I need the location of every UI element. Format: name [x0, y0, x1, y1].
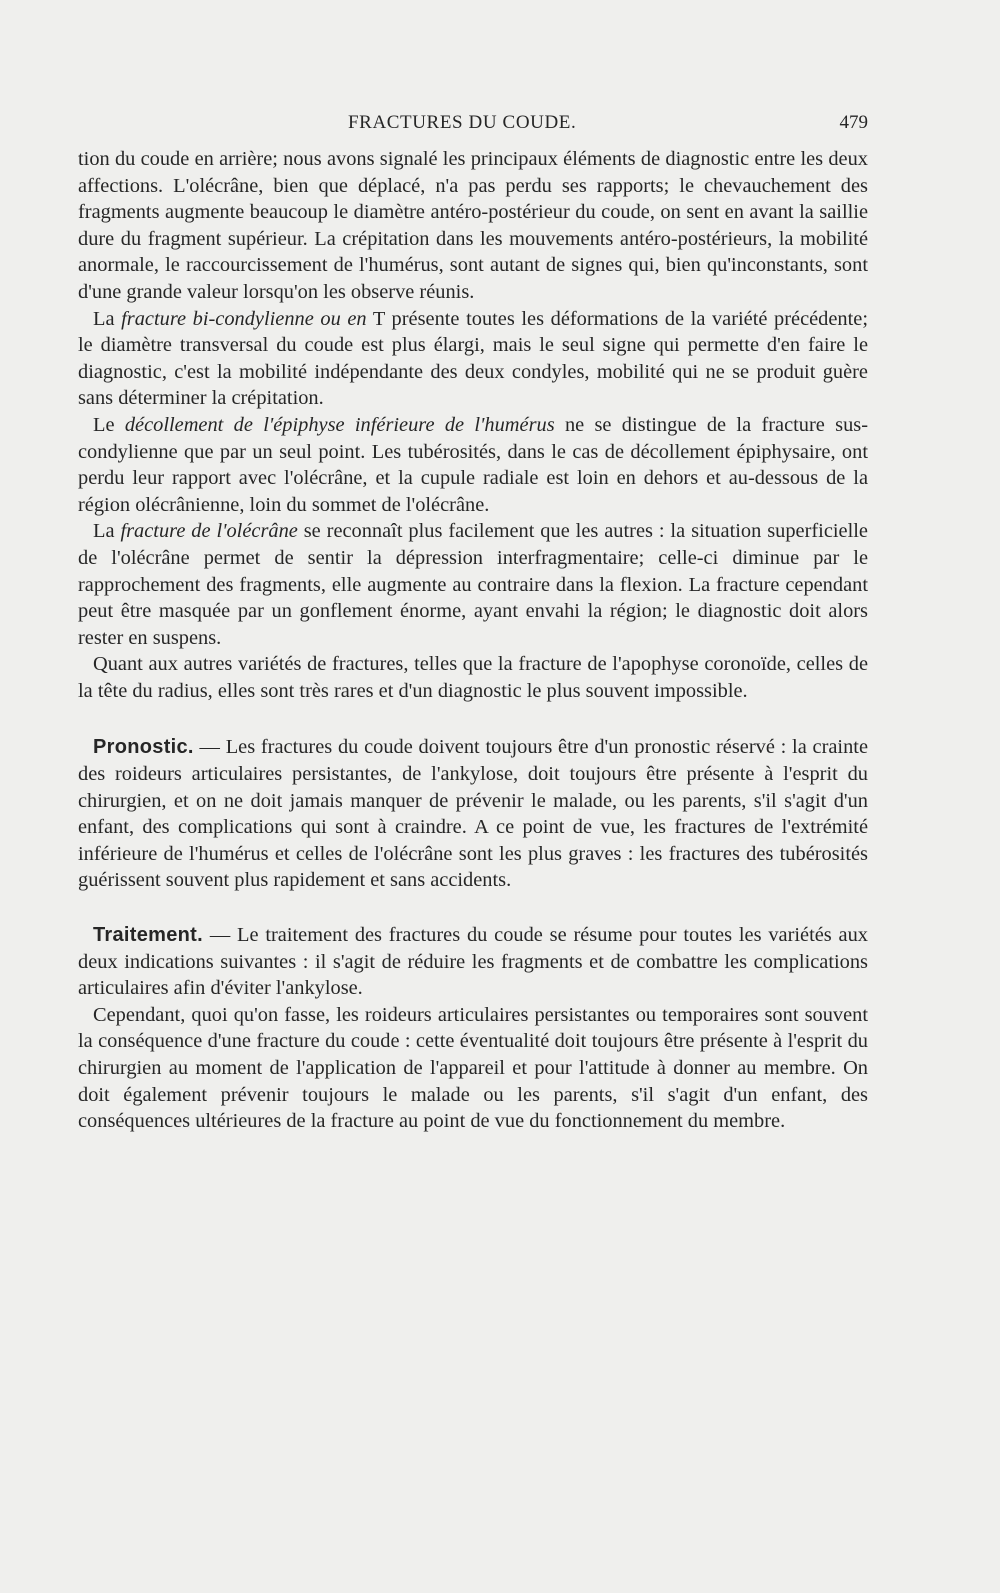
paragraph-rest: se reconnaît plus facilement que les autres : la situation superficielle de l'olécrâne permet de sentir la dépression interfragmentaire; celle-ci diminue par le rapprochement des fragments, elle augmente au contraire dans la flexion. La fracture cependant peut être masquée par un gonflement énorme, ayant envahi la région; le diagnostic doit alors rester en suspens.: [78, 520, 868, 649]
paragraph-decollement: [78, 412, 868, 518]
italic-term: décollement de l'épiphyse inférieure de l'humérus: [124, 413, 555, 436]
paragraph-lead: La: [93, 520, 121, 543]
italic-term: fracture bi-condylienne ou en: [121, 307, 367, 330]
traitement-paragraph: [78, 922, 868, 1002]
paragraph-autres-varietes: Quant aux autres variétés de fractures, telles que la fracture de l'apophyse coronoïde, celles de la tête du radius, elles sont très rares et d'un diagnostic le plus souvent impossible.: [78, 653, 868, 702]
section-heading-traitement: Traitement.: [93, 924, 203, 947]
section-pronostic: [78, 734, 868, 894]
section-traitement: [78, 922, 868, 1135]
traitement-text: — Le traitement des fractures du coude se résume pour toutes les variétés aux deux indications suivantes : il s'agit de réduire les fragments et de combattre les complications articulaires afin d'éviter l'ankylose.: [78, 924, 868, 1000]
paragraph-continuation: tion du coude en arrière; nous avons signalé les principaux éléments de diagnostic entre les deux affections. L'olécrâne, bien que déplacé, n'a pas perdu ses rapports; le chevauchement des fragments augmente beaucoup le diamètre antéro-postérieur du coude, on sent en avant la saillie dure du fragment supérieur. La crépitation dans les mouvements antéro-postérieurs, la mobilité anormale, le raccourcissement de l'humérus, sont autant de signes qui, bien qu'inconstants, sont d'une grande valeur lorsqu'on les observe réunis.: [78, 148, 868, 303]
paragraph-lead: Le: [93, 413, 125, 436]
running-head: FRACTURES DU COUDE.: [348, 112, 577, 133]
page-header: [78, 112, 868, 142]
body-text: [78, 146, 868, 1135]
paragraph-lead: La: [93, 307, 122, 330]
pronostic-text: — Les fractures du coude doivent toujours être d'un pronostic réservé : la crainte des roideurs articulaires persistantes, de l'ankylose, doit toujours être présente à l'esprit du chirurgien, et on ne doit jamais manquer de prévenir le malade, ou les parents, s'il s'agit d'un enfant, des complications qui sont à craindre. A ce point de vue, les fractures de l'extrémité inférieure de l'humérus et celles de l'olécrâne sont les plus graves : les fractures des tubérosités guérissent souvent plus rapidement et sans accidents.: [78, 736, 868, 892]
italic-term: fracture de l'olécrâne: [120, 520, 298, 543]
traitement-paragraph-2: Cependant, quoi qu'on fasse, les roideurs articulaires persistantes ou temporaires sont souvent la conséquence d'une fracture du coude : cette éventualité doit toujours être présente à l'esprit du chirurgien au moment de l'application de l'appareil et pour l'attitude à donner au membre. On doit également prévenir toujours le malade ou les parents, s'il s'agit d'un enfant, des conséquences ultérieures de la fracture au point de vue du fonctionnement du membre.: [78, 1003, 868, 1133]
paragraph-rest: ne se distingue de la fracture sus-condylienne que par un seul point. Les tubérosités, dans le cas de décollement épiphysaire, ont perdu leur rapport avec l'olécrâne, et la cupule radiale est loin en dehors et au-dessous de la région olécrânienne, loin du sommet de l'olécrâne.: [78, 413, 868, 516]
pronostic-paragraph: [78, 734, 868, 894]
page-number: 479: [839, 112, 868, 133]
section-heading-pronostic: Pronostic.: [93, 736, 194, 759]
paragraph-rest: T présente toutes les déformations de la variété précédente; le diamètre transversal du coude est plus élargi, mais le seul signe qui permette d'en faire le diagnostic, c'est la mobilité indépendante des deux condyles, mobilité qui ne se produit guère sans déterminer la crépitation.: [78, 307, 868, 410]
paragraph-bicondylienne: [78, 306, 868, 412]
paragraph-olecrane: [78, 518, 868, 651]
